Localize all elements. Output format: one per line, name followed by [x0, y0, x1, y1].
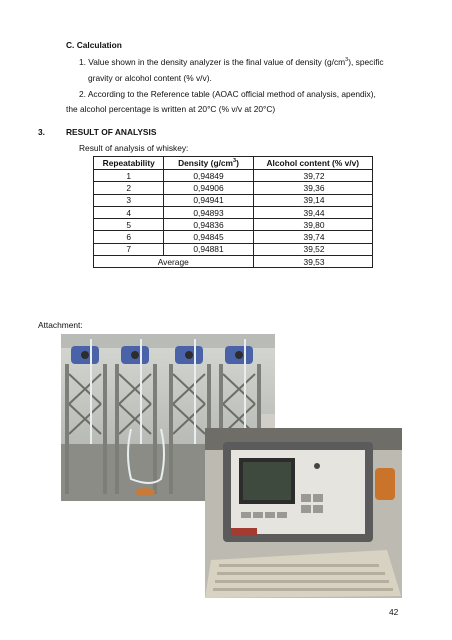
average-label: Average	[94, 256, 254, 268]
table-row	[94, 170, 373, 182]
cell-rep: 4	[94, 206, 164, 218]
attachment-label: Attachment:	[38, 320, 83, 330]
table-row	[94, 231, 373, 243]
average-value: 39,53	[253, 256, 372, 268]
calculation-item-2-line1: 2. According to the Reference table (AOAC official method of analysis, apendix),	[79, 89, 376, 99]
cell-alcohol: 39,52	[253, 243, 372, 255]
cell-alcohol: 39,74	[253, 231, 372, 243]
header-alcohol: Alcohol content (% v/v)	[253, 157, 372, 170]
cell-alcohol: 39,72	[253, 170, 372, 182]
result-subtitle: Result of analysis of whiskey:	[79, 143, 189, 153]
table-row	[94, 243, 373, 255]
table-row	[94, 219, 373, 231]
cell-rep: 5	[94, 219, 164, 231]
cell-rep: 1	[94, 170, 164, 182]
cell-alcohol: 39,14	[253, 194, 372, 206]
table-row	[94, 182, 373, 194]
cell-density: 0,94845	[164, 231, 253, 243]
section-number: 3.	[38, 127, 45, 137]
calculation-item-1-text: 1. Value shown in the density analyzer is the final value of density (g/cm	[79, 57, 346, 67]
results-table	[93, 156, 373, 268]
cell-rep: 3	[94, 194, 164, 206]
header-density-text: Density (g/cm	[178, 157, 233, 168]
cell-rep: 7	[94, 243, 164, 255]
cell-density: 0,94881	[164, 243, 253, 255]
cell-density: 0,94849	[164, 170, 253, 182]
cell-density: 0,94941	[164, 194, 253, 206]
calculation-heading: C. Calculation	[66, 40, 122, 50]
cell-alcohol: 39,44	[253, 206, 372, 218]
cell-rep: 2	[94, 182, 164, 194]
calculation-item-1-text-end: ), specific	[348, 57, 384, 67]
calculation-item-2-line2: the alcohol percentage is written at 20°C (% v/v at 20°C)	[66, 104, 276, 114]
result-heading: RESULT OF ANALYSIS	[66, 127, 157, 137]
density-analyzer-photo	[205, 428, 402, 598]
table-row	[94, 206, 373, 218]
average-row	[94, 256, 373, 268]
cell-rep: 6	[94, 231, 164, 243]
calculation-item-1	[79, 57, 384, 67]
header-density	[164, 157, 253, 170]
header-density-close: )	[236, 157, 239, 168]
cell-alcohol: 39,80	[253, 219, 372, 231]
cell-density: 0,94893	[164, 206, 253, 218]
cell-density: 0,94836	[164, 219, 253, 231]
table-header-row	[94, 157, 373, 170]
cell-density: 0,94906	[164, 182, 253, 194]
superscript: 3	[233, 158, 237, 165]
superscript: 3	[345, 57, 349, 64]
calculation-item-1-line2: gravity or alcohol content (% v/v).	[88, 73, 212, 83]
table-row	[94, 194, 373, 206]
page-number: 42	[389, 607, 399, 617]
header-repeatability: Repeatability	[94, 157, 164, 170]
cell-alcohol: 39,36	[253, 182, 372, 194]
